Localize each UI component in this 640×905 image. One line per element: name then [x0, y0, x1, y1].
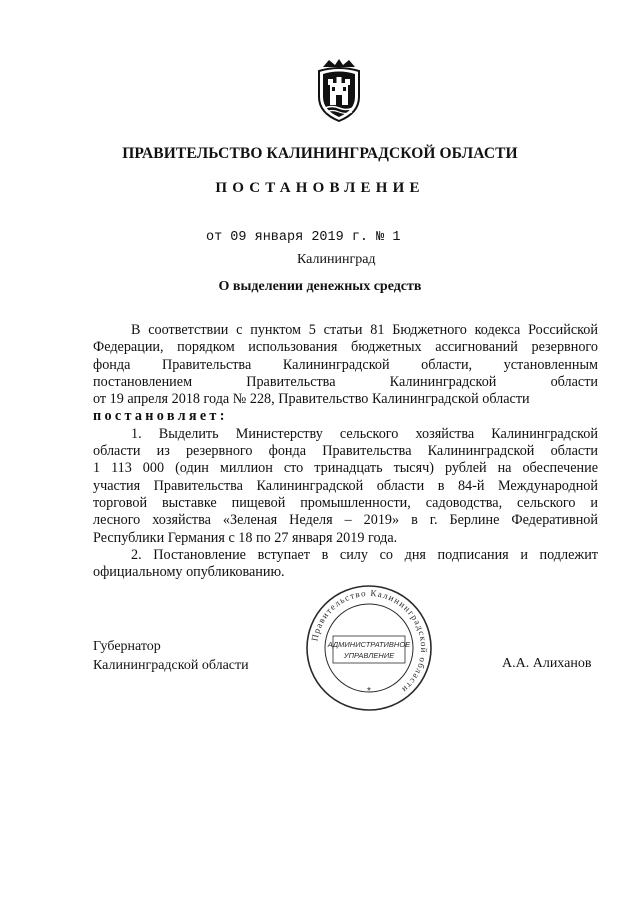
signatory-position-line: Калининградской области	[93, 658, 249, 673]
stamp-center-line: АДМИНИСТРАТИВНОЕ	[327, 640, 411, 649]
body-line: Федерации, порядком использования бюджетных ассигнований резервного	[93, 339, 598, 356]
stamp-star: *	[367, 686, 371, 697]
body-line: области из резервного фонда Правительства Калининградской области	[93, 443, 598, 460]
body-line: лесного хозяйства «Зеленая Неделя – 2019» в г. Берлине Федеративной	[93, 512, 598, 529]
body-line: 1 113 000 (один миллион сто тринадцать тысяч) рублей на обеспечение	[93, 460, 598, 477]
body-line: 2. Постановление вступает в силу со дня подписания и подлежит	[131, 546, 598, 563]
body-line: торговой выставке пищевой промышленности, садоводства, сельского и	[93, 494, 598, 511]
official-stamp	[304, 583, 434, 713]
government-title: ПРАВИТЕЛЬСТВО КАЛИНИНГРАДСКОЙ ОБЛАСТИ	[122, 145, 518, 162]
document-subject: О выделении денежных средств	[218, 279, 422, 294]
body-line: фонда Правительства Калининградской области, установленным	[93, 356, 598, 373]
stamp-center-line: УПРАВЛЕНИЕ	[343, 651, 395, 660]
document-date-number: от 09 января 2019 г. № 1	[206, 230, 401, 245]
document-body	[93, 322, 598, 581]
document-city: Калининград	[297, 252, 376, 267]
decree-word: постановляет:	[93, 408, 228, 425]
body-line: Республики Германия с 18 по 27 января 2019 года.	[93, 529, 398, 546]
body-line: официальному опубликованию.	[93, 564, 285, 581]
body-line: участия Правительства Калининградской области в 84-й Международной	[93, 477, 598, 494]
body-line: 1. Выделить Министерству сельского хозяйства Калининградской	[131, 425, 598, 442]
signatory-position	[93, 637, 249, 675]
body-line: от 19 апреля 2018 года № 228, Правительство Калининградской области	[93, 391, 530, 408]
body-line: постановлением Правительства Калининградской области	[93, 373, 598, 390]
stamp-ring-text: Правительство Калининградской области	[309, 587, 430, 696]
signatory-position-line: Губернатор	[93, 639, 161, 654]
body-line: В соответствии с пунктом 5 статьи 81 Бюджетного кодекса Российской	[131, 322, 598, 338]
signatory-name: А.А. Алиханов	[502, 656, 592, 671]
coat-of-arms-icon	[313, 57, 365, 123]
document-type: ПОСТАНОВЛЕНИЕ	[215, 180, 425, 196]
